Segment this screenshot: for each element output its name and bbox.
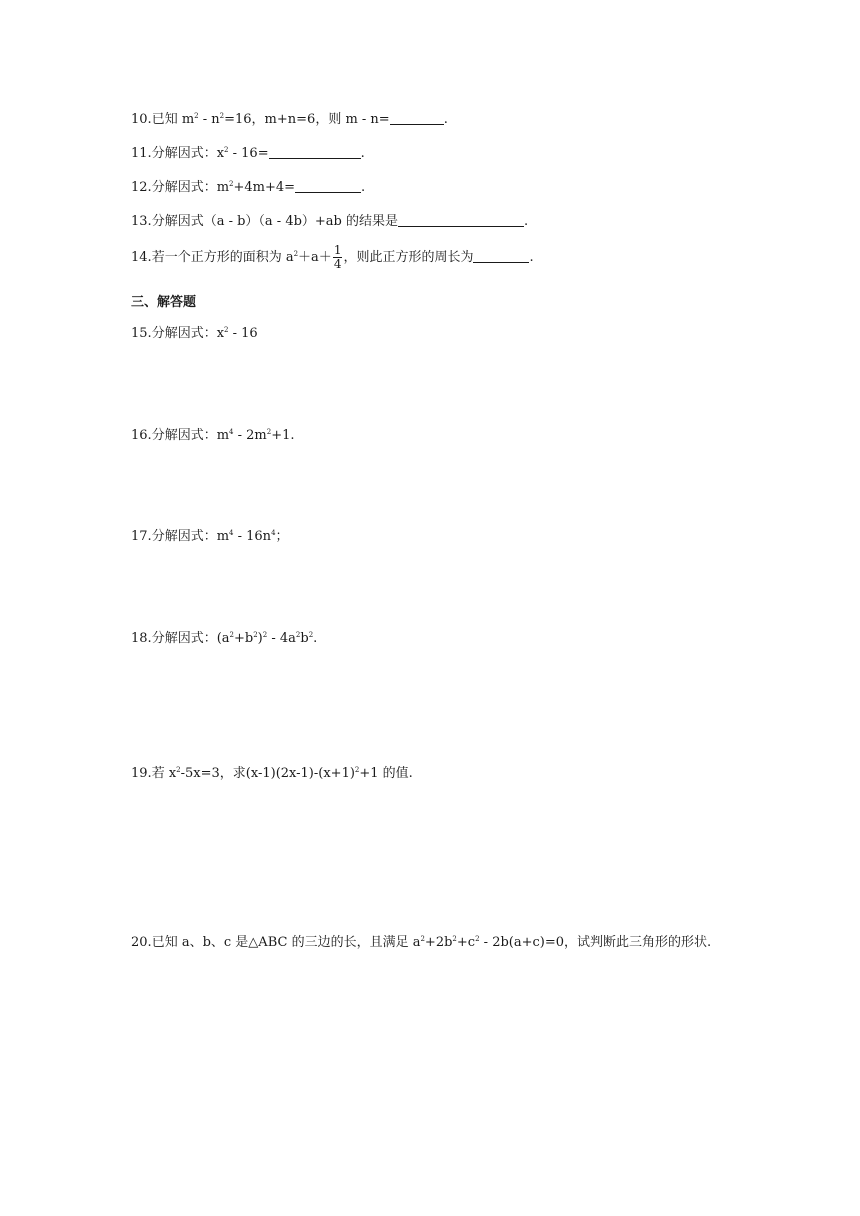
question-11: 11.分解因式：$x^2 - 16=$ . xyxy=(131,146,365,161)
fraction-denominator: 4 xyxy=(333,257,342,271)
question-number: 18. xyxy=(131,631,152,646)
question-14: 14.若一个正方形的面积为 $a^2+a+$ $\frac{1}{4}$ ，则此正方形的周长为 . xyxy=(131,243,534,271)
question-15: 15.分解因式：$x^2 - 16$ xyxy=(131,326,258,341)
question-number: 10. xyxy=(131,112,152,127)
question-19: 19.若 $x^2-5x=3$，求$(x-1)(2x-1)-(x+1)^2+1$ 的值. xyxy=(131,766,413,781)
question-number: 19. xyxy=(131,766,152,781)
question-number: 11. xyxy=(131,146,152,161)
question-16: 16.分解因式：$m^4 - 2m^2+1$. xyxy=(131,428,295,443)
answer-blank[interactable] xyxy=(269,146,361,159)
fraction xyxy=(333,244,343,271)
answer-blank[interactable] xyxy=(473,250,529,263)
answer-blank[interactable] xyxy=(295,180,361,193)
question-number: 15. xyxy=(131,326,152,341)
question-13: 13.分解因式（a - b）（a - 4b）+ab 的结果是 . xyxy=(131,214,529,229)
question-20: 20.已知 a、b、c 是△ABC 的三边的长，且满足 $a^2+2b^2+c^2 - 2b(a+c)=0$，试判断此三角形的形状. xyxy=(131,935,712,950)
answer-blank[interactable] xyxy=(390,112,444,125)
question-10: 10.已知 $m^2 - n^2=16$，m+n=6，则 m - n= . xyxy=(131,112,448,127)
section-heading: 三、解答题 xyxy=(131,295,197,310)
fraction-numerator: 1 xyxy=(333,243,342,257)
answer-blank[interactable] xyxy=(398,214,524,227)
question-number: 13. xyxy=(131,214,152,229)
question-number: 12. xyxy=(131,180,152,195)
question-number: 14. xyxy=(131,250,152,265)
question-number: 16. xyxy=(131,428,152,443)
question-18: 18.分解因式：$(a^2+b^2)^2 - 4a^2b^2$. xyxy=(131,631,318,646)
question-number: 17. xyxy=(131,529,152,544)
question-12: 12.分解因式：$m^2+4m+4=$ . xyxy=(131,180,366,195)
question-number: 20. xyxy=(131,935,152,950)
question-17: 17.分解因式：$m^4 - 16n^4$； xyxy=(131,529,289,544)
